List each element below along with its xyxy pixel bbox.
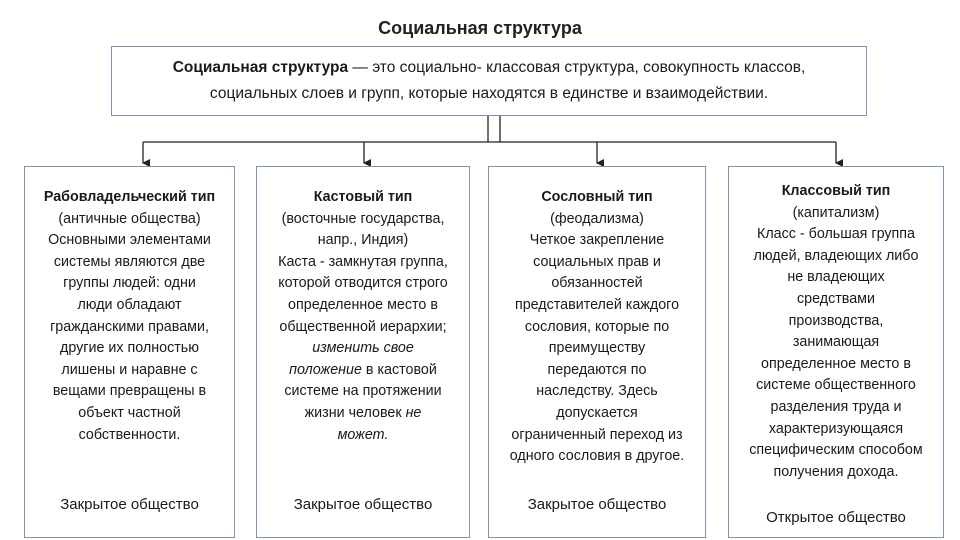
card-line: гражданскими правами, xyxy=(50,318,209,335)
card-line: обязанностей xyxy=(551,275,643,292)
card-line: системы являются две xyxy=(53,253,206,270)
card-line: (капитализм) xyxy=(792,204,880,221)
card-type: Кастовый тип xyxy=(313,189,413,205)
card-line: преимуществу xyxy=(548,340,646,357)
card-line: системе общественного xyxy=(756,377,916,394)
card-line: определенное место в xyxy=(761,355,911,372)
card-line: получения дохода. xyxy=(773,463,899,480)
card-line: производства, xyxy=(788,312,884,329)
card-line: другие их полностью xyxy=(60,340,199,357)
card-line: специфическим способом xyxy=(749,442,923,459)
card-line: люди обладают xyxy=(77,296,182,313)
card-line: Основными элементами xyxy=(48,232,211,249)
card-line: социальных прав и xyxy=(533,253,661,270)
card-body xyxy=(489,187,705,468)
card-line: занимающая xyxy=(792,334,880,351)
card-line: определенное место в xyxy=(288,296,438,313)
card-type: Рабовладельческий тип xyxy=(43,189,216,205)
card-line: людей, владеющих либо xyxy=(753,247,919,264)
card-line: лишены и наравне с xyxy=(61,361,198,378)
definition-term: Социальная структура xyxy=(172,59,349,76)
card-footer: Закрытое общество xyxy=(527,496,667,513)
card-line: группы людей: одни xyxy=(63,275,196,292)
card-line: одного сословия в другое. xyxy=(509,448,685,465)
card-class xyxy=(728,166,944,538)
card-body xyxy=(257,187,469,446)
card-line: не владеющих xyxy=(787,269,885,286)
card-line: (феодализма) xyxy=(550,210,644,227)
card-estate xyxy=(488,166,706,538)
card-text: жизни человек xyxy=(304,404,406,421)
card-line: Четкое закрепление xyxy=(529,232,665,249)
card-line: ограниченный переход из xyxy=(511,426,683,443)
card-line: сословия, которые по xyxy=(524,318,670,335)
card-line: напр., Индия) xyxy=(317,232,409,249)
card-line: Класс - большая группа xyxy=(757,226,915,243)
card-line: системе на протяжении xyxy=(284,383,442,400)
card-body xyxy=(729,181,943,483)
card-line xyxy=(263,338,463,360)
card-line xyxy=(263,403,463,425)
card-line: разделения труда и xyxy=(770,398,902,415)
card-line: объект частной xyxy=(78,404,181,421)
card-line: (восточные государства, xyxy=(281,210,445,227)
card-type: Сословный тип xyxy=(541,189,653,205)
card-line: Каста - замкнутая группа, xyxy=(278,253,448,270)
card-line: вещами превращены в xyxy=(52,383,207,400)
card-line: допускается xyxy=(556,404,638,421)
card-slave-owning xyxy=(24,166,235,538)
card-body xyxy=(25,187,234,446)
card-footer: Открытое общество xyxy=(766,509,906,526)
definition-line-2: социальных слоев и групп, которые находятся в единстве и взаимодействии. xyxy=(209,85,769,102)
card-line: собственности. xyxy=(78,426,181,443)
card-line: средствами xyxy=(797,290,875,307)
card-line: общественной иерархии; xyxy=(279,318,447,335)
card-line: наследству. Здесь xyxy=(536,383,658,400)
card-line: характеризующаяся xyxy=(768,420,904,437)
card-line: (античные общества) xyxy=(58,210,201,227)
card-footer: Закрытое общество xyxy=(60,496,199,513)
diagram-title: Социальная структура xyxy=(378,18,582,38)
definition-text-1: — это социально- классовая структура, совокупность классов, xyxy=(348,59,806,76)
card-text: в кастовой xyxy=(361,361,437,378)
card-italic-text: не xyxy=(405,404,422,421)
card-line xyxy=(263,360,463,382)
card-italic-text: может. xyxy=(337,426,389,443)
card-line: которой отводится строго xyxy=(278,275,448,292)
card-caste xyxy=(256,166,470,538)
card-type: Классовый тип xyxy=(781,183,891,199)
card-line: представителей каждого xyxy=(514,296,680,313)
card-italic-text: положение xyxy=(289,361,362,378)
card-line: передаются по xyxy=(547,361,647,378)
card-italic-text: изменить свое xyxy=(312,340,414,357)
card-line xyxy=(263,425,463,447)
card-footer: Закрытое общество xyxy=(293,496,433,513)
